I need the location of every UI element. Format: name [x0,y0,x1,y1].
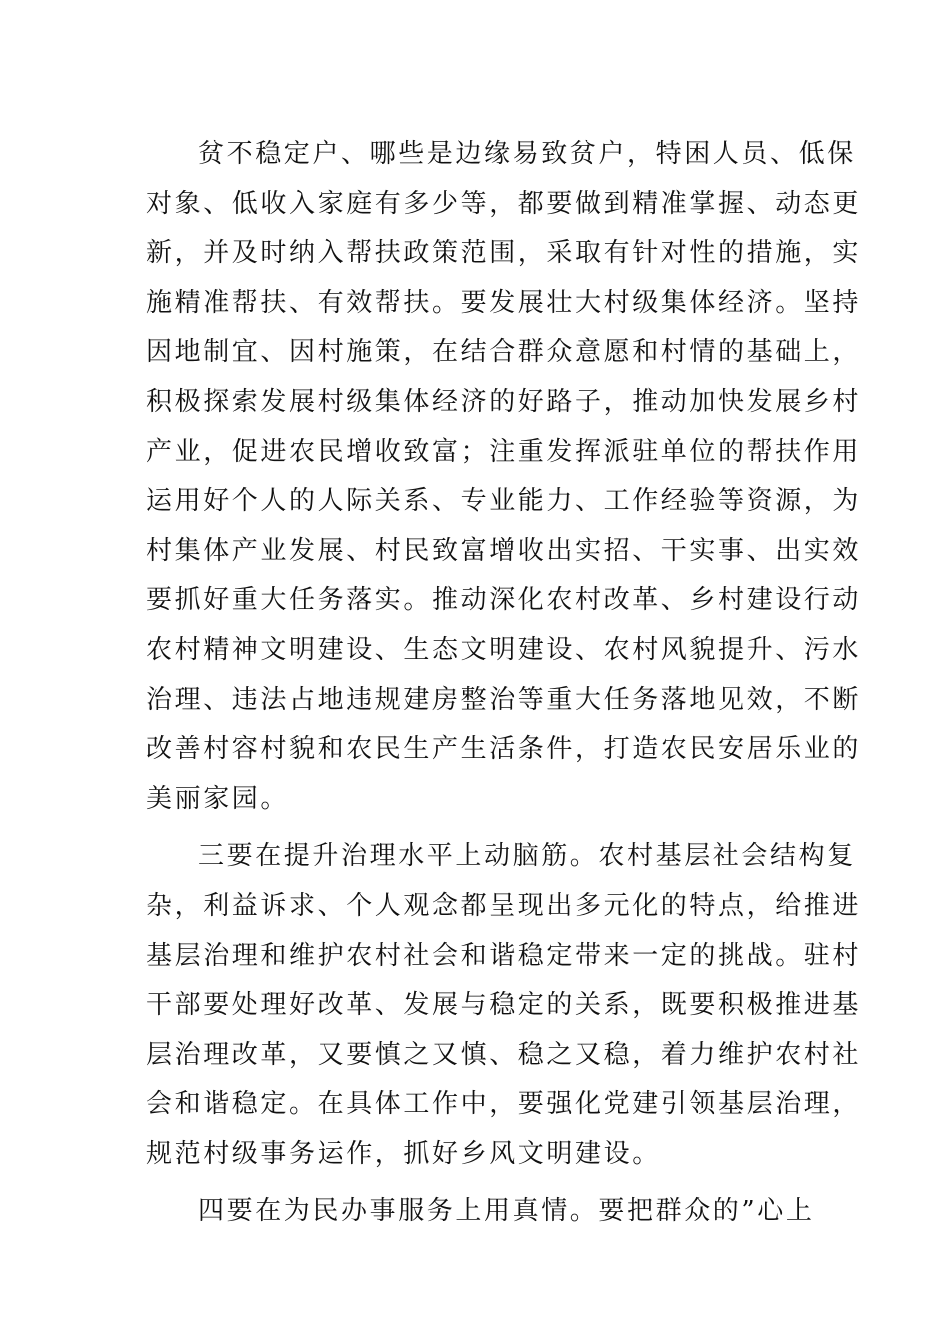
text-line: 产业，促进农民增收致富；注重发挥派驻单位的帮扶作用 [146,436,862,467]
text-line: 运用好个人的人际关系、专业能力、工作经验等资源，为 [146,486,862,517]
text-line: 新，并及时纳入帮扶政策范围，采取有针对性的措施，实 [146,238,862,269]
text-line: 杂，利益诉求、个人观念都呈现出多元化的特点，给推进 [146,890,862,921]
text-line: 农村精神文明建设、生态文明建设、农村风貌提升、污水 [146,634,862,665]
text-line: 贫不稳定户、哪些是边缘易致贫户，特困人员、低保 [198,139,856,169]
text-line: 四要在为民办事服务上用真情。要把群众的”心上 [198,1196,815,1227]
text-line: 对象、低收入家庭有多少等，都要做到精准掌握、动态更 [146,188,862,219]
text-line: 三要在提升治理水平上动脑筋。农村基层社会结构复 [198,841,856,872]
text-line: 因地制宜、因村施策，在结合群众意愿和村情的基础上， [146,337,862,368]
text-line: 治理、违法占地违规建房整治等重大任务落地见效，不断 [146,684,862,715]
text-line: 规范村级事务运作，抓好乡风文明建设。 [146,1138,661,1169]
text-line: 积极探索发展村级集体经济的好路子，推动加快发展乡村 [146,386,862,417]
text-line: 改善村容村貌和农民生产生活条件，打造农民安居乐业的 [146,734,862,765]
text-line: 要抓好重大任务落实。推动深化农村改革、乡村建设行动 [146,585,862,616]
document-body [146,130,862,1237]
text-line: 会和谐稳定。在具体工作中，要强化党建引领基层治理， [146,1089,862,1120]
text-line: 干部要处理好改革、发展与稳定的关系，既要积极推进基 [146,990,862,1021]
text-line: 美丽家园。 [146,783,290,814]
text-line: 村集体产业发展、村民致富增收出实招、干实事、出实效 [146,535,862,566]
text-line: 基层治理和维护农村社会和谐稳定带来一定的挑战。驻村 [146,940,862,971]
text-line: 层治理改革，又要慎之又慎、稳之又稳，着力维护农村社 [146,1039,862,1070]
text-line: 施精准帮扶、有效帮扶。要发展壮大村级集体经济。坚持 [146,287,862,318]
